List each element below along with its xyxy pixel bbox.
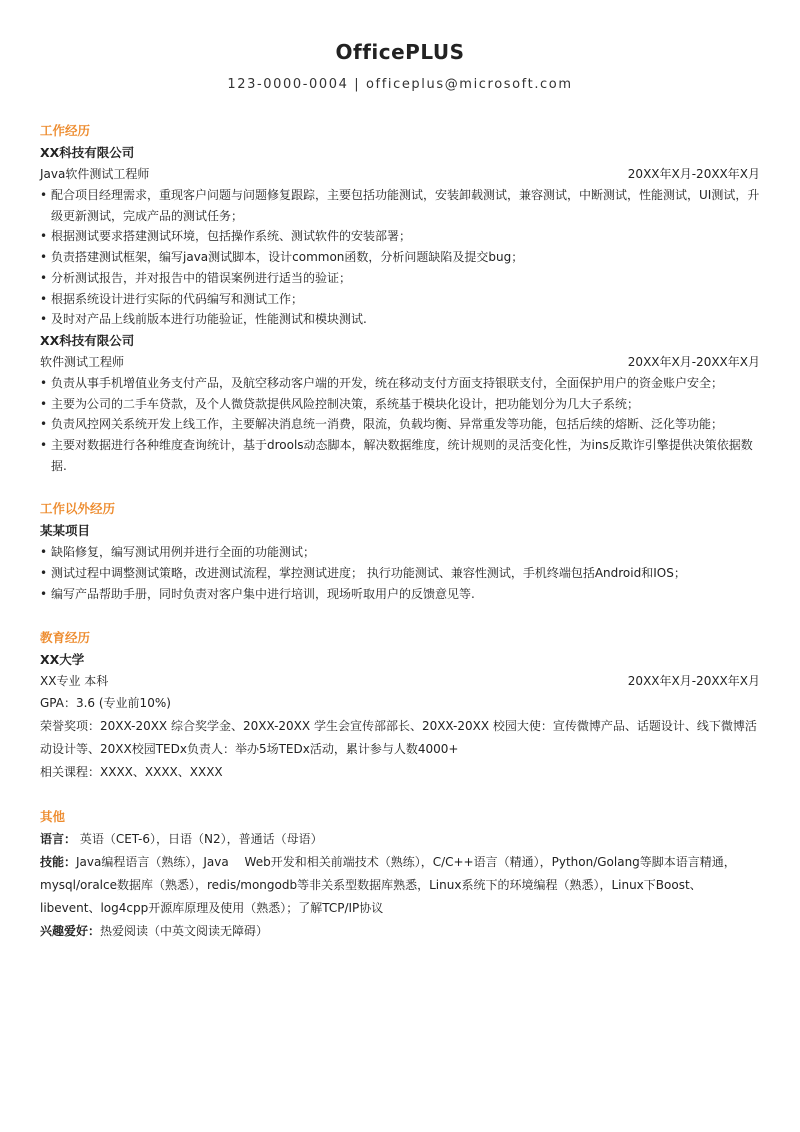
skills-value: Java编程语言（熟练），Java Web开发和相关前端技术（熟练），C/C++语言（精通），Python/Golang等脚本语言精通，mysql/oralce数据库（熟悉），redis/mongodb等非关系型数据库熟悉，Linux系统下的环境编程（熟悉），Linux下Boost、libevent、log4cpp开源库原理及使用（熟悉）；了解TCP/IP协议 [40,854,736,915]
candidate-name: OfficePLUS [335,40,465,64]
list-item: • 根据系统设计进行实际的代码编写和测试工作； [40,289,760,310]
list-item: • 测试过程中调整测试策略，改进测试流程，掌控测试进度； 执行功能测试、兼容性测试，手机终端包括Android和IOS； [40,563,760,584]
job-period: 20XX年X月-20XX年X月 [627,167,760,181]
gpa-line: GPA：3.6 (专业前10%) [40,695,171,710]
hobby-line [40,920,760,943]
hobby-label: 兴趣爱好： [40,923,101,938]
language-label: 语言： [40,831,77,846]
language-value: 英语（CET-6），日语（N2），普通话（母语） [76,831,323,846]
company-name: XX科技有限公司 [40,145,135,160]
project-bullets [40,542,760,604]
language-line [40,828,760,851]
list-item: • 根据测试要求搭建测试环境，包括操作系统、测试软件的安装部署； [40,226,760,247]
work-section [40,120,760,476]
misc-section-title: 其他 [40,808,66,824]
courses-line: 相关课程：XXXX、XXXX、XXXX [40,764,223,779]
section-gap [40,605,760,627]
project-name: 某某项目 [40,523,91,539]
skills-line [40,851,760,920]
list-item: • 缺陷修复，编写测试用例并进行全面的功能测试； [40,542,760,563]
job-row [40,164,760,185]
job-bullets [40,373,760,477]
job-row [40,352,760,373]
company-name: XX科技有限公司 [40,332,135,348]
section-gap [40,784,760,806]
section-gap [40,476,760,498]
education-section-title: 教育经历 [40,629,91,645]
contact-line: 123-0000-0004 | officeplus@microsoft.com [227,77,573,92]
misc-section [40,806,760,943]
education-major: XX专业 本科 [40,673,109,688]
education-period: 20XX年X月-20XX年X月 [627,673,760,688]
list-item: • 负责从事手机增值业务支付产品，及航空移动客户端的开发，统在移动支付方面支持银联支付，全面保护用户的资金账户安全； [40,373,760,394]
list-item: • 编写产品帮助手册，同时负责对客户集中进行培训，现场听取用户的反馈意见等. [40,584,760,605]
job-role: 软件测试工程师 [40,354,125,369]
education-section [40,627,760,784]
honors-line: 荣誉奖项：20XX-20XX 综合奖学金、20XX-20XX 学生会宣传部部长、20XX-20XX 校园大使：宣传微博产品、话题设计、线下微博活动设计等、20XX校园TEDx负责人：举办5场TEDx活动，累计参与人数4000+ [40,718,757,756]
list-item: • 配合项目经理需求，重现客户问题与问题修复跟踪，主要包括功能测试，安装卸载测试，兼容测试，中断测试，性能测试，UI测试，升级更新测试，完成产品的测试任务； [40,185,760,226]
other-section [40,498,760,604]
list-item: • 主要为公司的二手车贷款，及个人微贷款提供风险控制决策，系统基于模块化设计，把功能划分为几大子系统； [40,394,760,415]
list-item: • 及时对产品上线前版本进行功能验证，性能测试和模块测试. [40,309,760,330]
other-section-title: 工作以外经历 [40,501,116,517]
job-bullets [40,185,760,330]
list-item: • 负责风控网关系统开发上线工作，主要解决消息统一消费，限流，负载均衡、异常重发等功能，包括后续的熔断、泛化等功能； [40,414,760,435]
list-item: • 主要对数据进行各种维度查询统计，基于drools动态脚本，解决数据维度，统计规则的灵活变化性，为ins反欺诈引擎提供决策依据数据. [40,435,760,476]
list-item: • 负责搭建测试框架，编写java测试脚本，设计common函数，分析问题缺陷及提交bug； [40,247,760,268]
list-item: • 分析测试报告，并对报告中的错误案例进行适当的验证； [40,268,760,289]
work-section-title: 工作经历 [40,123,91,138]
job-period: 20XX年X月-20XX年X月 [627,354,760,369]
resume-content [40,120,760,943]
job-role: Java软件测试工程师 [40,167,150,181]
hobby-value: 热爱阅读（中英文阅读无障碍） [100,923,269,938]
school-name: XX大学 [40,651,85,667]
education-row [40,671,760,692]
skills-label: 技能： [40,854,77,869]
